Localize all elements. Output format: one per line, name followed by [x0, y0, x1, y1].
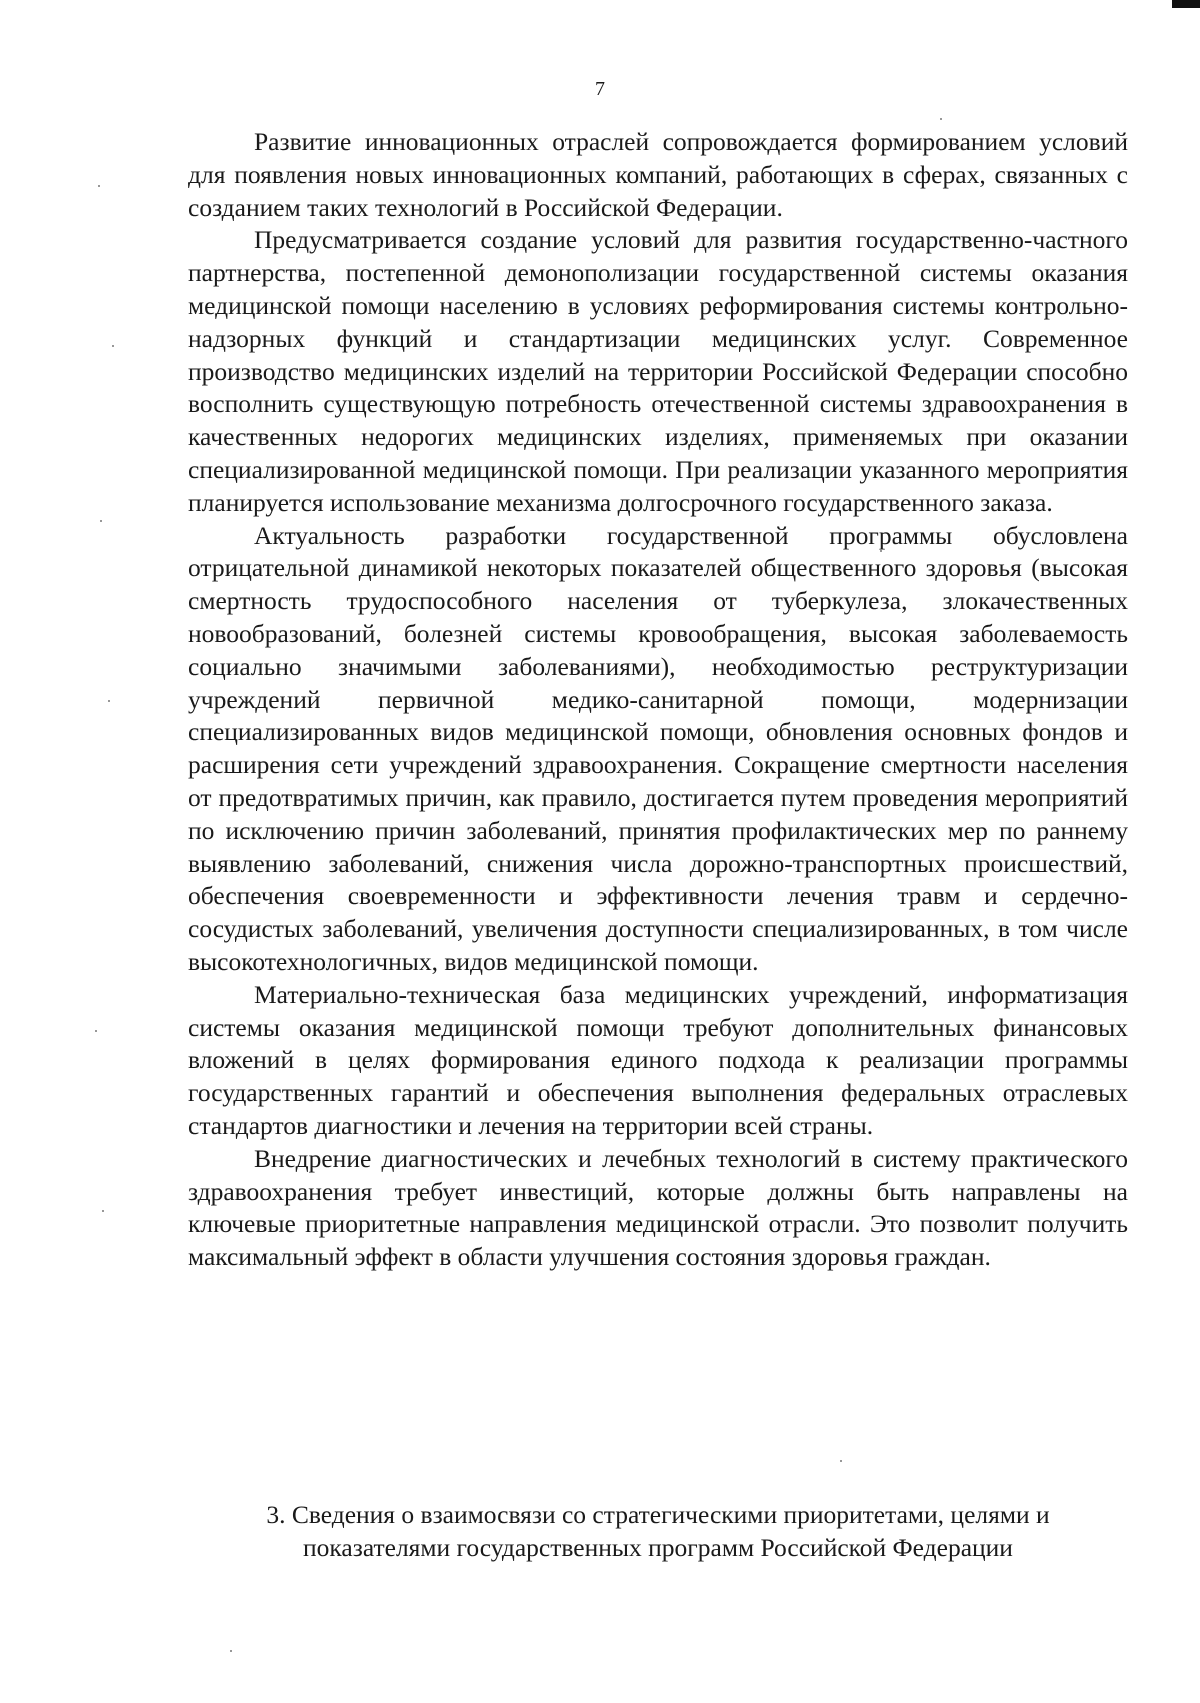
paragraph-investment: Внедрение диагностических и лечебных технологий в систему практического здравоохранения требует инвестиций, которые должны быть направлены на ключевые приоритетные направления медицинской отрасли. Это позволит получить максимальный эффект в области улучшения состояния здоровья граждан.: [188, 1143, 1128, 1272]
scan-speck: [230, 1650, 232, 1652]
page-number: 7: [595, 78, 605, 100]
scan-speck: [940, 118, 942, 120]
body-text: [188, 126, 1128, 1274]
section-heading-line-2: показателями государственных программ Российской Федерации: [303, 1533, 1013, 1562]
scan-speck: [102, 1210, 104, 1212]
scan-speck: [112, 345, 114, 347]
scan-speck: [108, 700, 110, 702]
scan-speck: [100, 520, 102, 522]
scan-speck: [880, 550, 882, 552]
paragraph-relevance: Актуальность разработки государственной программы обусловлена отрицательной динамикой некоторых показателей общественного здоровья (высокая смертность трудоспособного населения от туберкулеза, злокачественных новообразований, болезней системы кровообращения, высокая заболеваемость социально значимыми заболеваниями), необходимостью реструктуризации учреждений первичной медико-санитарной помощи, модернизации специализированных видов медицинской помощи, обновления основных фондов и расширения сети учреждений здравоохранения. Сокращение смертности населения от предотвратимых причин, как правило, достигается путем проведения мероприятий по исключению причин заболеваний, принятия профилактических мер по раннему выявлению заболеваний, снижения числа дорожно-транспортных происшествий, обеспечения своевременности и эффективности лечения травм и сердечно-сосудистых заболеваний, увеличения доступности специализированных, в том числе высокотехнологичных, видов медицинской помощи.: [188, 520, 1128, 976]
paragraph-partnership: Предусматривается создание условий для развития государственно-частного партнерства, постепенной демонополизации государственной системы оказания медицинской помощи населению в условиях реформирования системы контрольно-надзорных функций и стандартизации медицинских услуг. Современное производство медицинских изделий на территории Российской Федерации способно восполнить существующую потребность отечественной системы здравоохранения в качественных недорогих медицинских изделиях, применяемых при оказании специализированной медицинской помощи. При реализации указанного мероприятия планируется использование механизма долгосрочного государственного заказа.: [188, 225, 1128, 517]
paragraph-material-base: Материально-техническая база медицинских учреждений, информатизация системы оказания медицинской помощи требуют дополнительных финансовых вложений в целях формирования единого подхода к реализации программы государственных гарантий и обеспечения выполнения федеральных отраслевых стандартов диагностики и лечения на территории всей страны.: [188, 979, 1128, 1140]
scan-speck: [98, 185, 100, 187]
section-heading: [188, 1498, 1128, 1564]
scan-edge-mark: [1172, 0, 1200, 8]
section-heading-line-1: 3. Сведения о взаимосвязи со стратегическими приоритетами, целями и: [266, 1500, 1050, 1529]
scan-speck: [840, 1460, 842, 1462]
paragraph-innovation: Развитие инновационных отраслей сопровождается формированием условий для появления новых инновационных компаний, работающих в сферах, связанных с созданием таких технологий в Российской Федерации.: [188, 127, 1128, 222]
scan-speck: [95, 1030, 97, 1032]
